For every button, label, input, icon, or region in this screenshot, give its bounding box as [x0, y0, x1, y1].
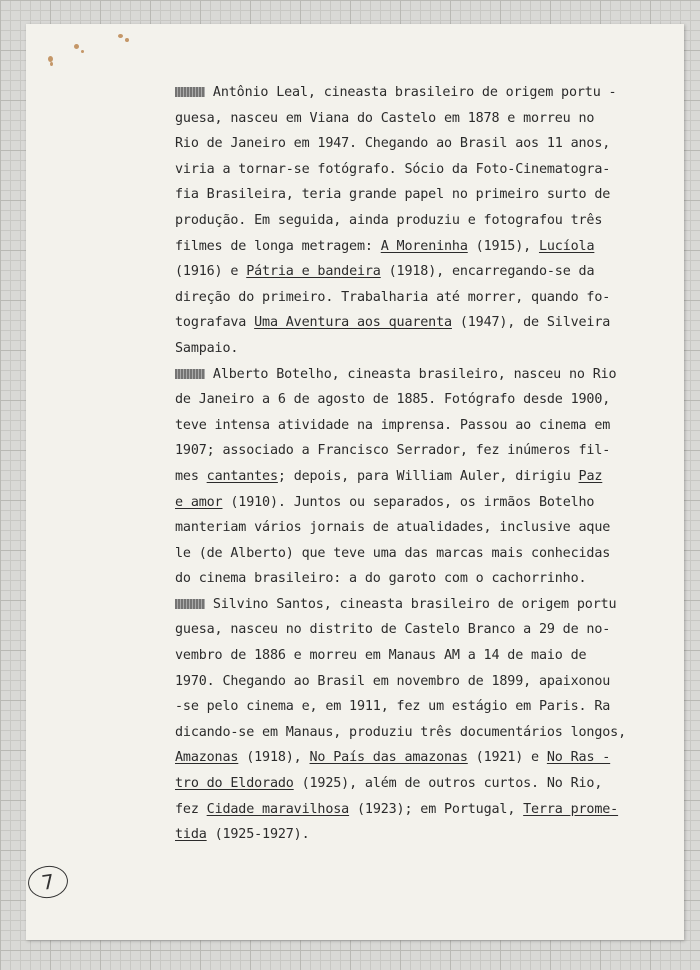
text-segment: teve intensa atividade na imprensa. Passou ao cinema em: [175, 417, 611, 433]
underlined-title: Cidade maravilhosa: [206, 801, 350, 817]
text-line: [175, 515, 635, 541]
text-segment: dicando-se em Manaus, produziu três documentários longos,: [175, 724, 626, 740]
text-segment: (1925-1927).: [206, 827, 310, 843]
text-segment: (1918),: [238, 750, 310, 766]
text-line: [175, 797, 635, 823]
text-line: [175, 490, 635, 516]
text-line: [175, 566, 635, 592]
text-segment: Alberto Botelho, cineasta brasileiro, nasceu no Rio: [212, 366, 617, 382]
text-segment: (1916) e: [175, 264, 247, 280]
text-segment: direção do primeiro. Trabalharia até morrer, quando fo-: [175, 289, 611, 305]
text-segment: fia Brasileira, teria grande papel no primeiro surto de: [175, 187, 611, 203]
text-segment: guesa, nasceu no distrito de Castelo Branco a 29 de no-: [175, 622, 611, 638]
underlined-title: Lucíola: [538, 238, 595, 254]
underlined-title: Uma Aventura aos quarenta: [254, 315, 452, 331]
paragraph: [175, 592, 635, 848]
text-segment: Sampaio.: [175, 340, 239, 356]
text-line: [175, 464, 635, 490]
underlined-title: Pátria e bandeira: [246, 264, 381, 280]
text-line: [175, 182, 635, 208]
text-line: [175, 669, 635, 695]
text-segment: (1921) e: [467, 750, 547, 766]
text-segment: Silvino Santos, cineasta brasileiro de origem portu: [212, 596, 617, 612]
text-line: [175, 438, 635, 464]
text-line: [175, 387, 635, 413]
text-segment: -se pelo cinema e, em 1911, fez um estágio em Paris. Ra: [175, 699, 611, 715]
text-segment: filmes de longa metragem:: [175, 238, 381, 254]
text-segment: ; depois, para William Auler, dirigiu: [277, 468, 579, 484]
text-line: [175, 413, 635, 439]
text-segment: fez: [175, 801, 207, 817]
text-line: [175, 617, 635, 643]
text-segment: (1915),: [467, 238, 539, 254]
text-line: [175, 80, 635, 106]
underlined-title: cantantes: [206, 468, 278, 484]
text-line: [175, 694, 635, 720]
paragraph: [175, 80, 635, 362]
rust-stain: [125, 38, 129, 42]
text-segment: de Janeiro a 6 de agosto de 1885. Fotógrafo desde 1900,: [175, 392, 611, 408]
typewritten-page: [26, 24, 684, 940]
text-segment: guesa, nasceu em Viana do Castelo em 1878 e morreu no: [175, 110, 595, 126]
text-line: [175, 541, 635, 567]
text-line: [175, 643, 635, 669]
underlined-title: e amor: [175, 494, 223, 510]
text-segment: Antônio Leal, cineasta brasileiro de origem portu -: [212, 85, 617, 100]
text-segment: (1910). Juntos ou separados, os irmãos Botelho: [222, 494, 595, 510]
underlined-title: tro do Eldorado: [175, 776, 294, 792]
text-line: [175, 157, 635, 183]
text-line: [175, 822, 635, 848]
text-segment: mes: [175, 468, 207, 484]
text-segment: (1925), além de outros curtos. No Rio,: [293, 776, 603, 792]
underlined-title: Paz: [578, 468, 603, 484]
struck-out-mark: [175, 369, 205, 379]
text-segment: produção. Em seguida, ainda produziu e fotografou três: [175, 212, 603, 228]
text-segment: Rio de Janeiro em 1947. Chegando ao Brasil aos 11 anos,: [175, 136, 611, 152]
text-line: [175, 310, 635, 336]
text-line: [175, 285, 635, 311]
rust-stain: [50, 62, 53, 66]
text-segment: do cinema brasileiro: a do garoto com o cachorrinho.: [175, 571, 587, 587]
text-line: [175, 208, 635, 234]
text-line: [175, 745, 635, 771]
text-segment: 1970. Chegando ao Brasil em novembro de 1899, apaixonou: [175, 673, 611, 689]
struck-out-mark: [175, 599, 205, 609]
text-line: [175, 234, 635, 260]
paragraph: [175, 362, 635, 592]
text-segment: tografava: [175, 315, 255, 331]
text-line: [175, 336, 635, 362]
underlined-title: tida: [175, 827, 207, 843]
text-segment: vembro de 1886 e morreu em Manaus AM a 14 de maio de: [175, 648, 587, 664]
rust-stain: [74, 44, 79, 49]
text-segment: manteriam vários jornais de atualidades, inclusive aque: [175, 520, 611, 536]
text-line: [175, 259, 635, 285]
underlined-title: Amazonas: [175, 750, 239, 766]
body-text: [175, 80, 635, 848]
text-segment: viria a tornar-se fotógrafo. Sócio da Foto-Cinematogra-: [175, 161, 611, 177]
text-line: [175, 131, 635, 157]
text-line: [175, 362, 635, 388]
rust-stain: [118, 34, 123, 38]
text-line: [175, 106, 635, 132]
underlined-title: A Moreninha: [380, 238, 468, 254]
page-number: 7: [26, 863, 70, 900]
text-line: [175, 771, 635, 797]
text-segment: (1918), encarregando-se da: [380, 264, 595, 280]
text-segment: (1923); em Portugal,: [349, 801, 524, 817]
struck-out-mark: [175, 87, 205, 97]
text-line: [175, 720, 635, 746]
rust-stain: [81, 50, 84, 53]
text-segment: (1947), de Silveira: [451, 315, 611, 331]
text-line: [175, 592, 635, 618]
text-segment: le (de Alberto) que teve uma das marcas mais conhecidas: [175, 545, 611, 561]
underlined-title: Terra prome-: [523, 801, 619, 817]
underlined-title: No País das amazonas: [309, 750, 468, 766]
text-segment: 1907; associado a Francisco Serrador, fez inúmeros fil-: [175, 443, 611, 459]
underlined-title: No Ras -: [546, 750, 611, 766]
